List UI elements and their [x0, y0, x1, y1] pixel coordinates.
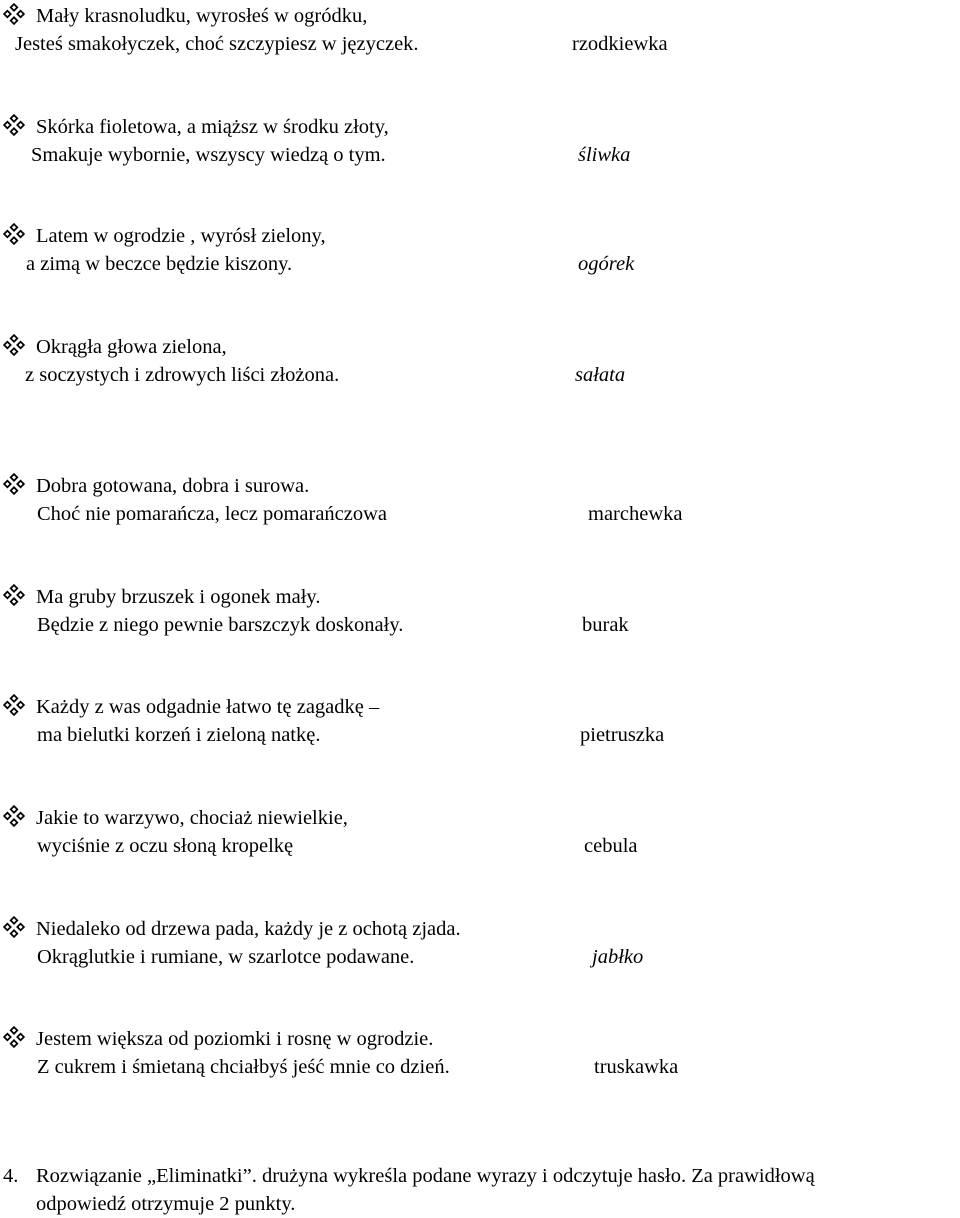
riddle-item [0, 222, 960, 282]
task-number: 4. [3, 1165, 19, 1187]
diamond-bullet-icon [3, 694, 25, 716]
riddle-item [0, 583, 960, 643]
task-text-line-2: odpowiedź otrzymuje 2 punkty. [36, 1193, 296, 1215]
riddle-answer: burak [582, 614, 629, 636]
diamond-bullet-icon [3, 114, 25, 136]
riddle-item [0, 333, 960, 393]
diamond-bullet-icon [3, 473, 25, 495]
riddle-line-2: Będzie z niego pewnie barszczyk doskonały. [37, 614, 404, 636]
riddle-item [0, 472, 960, 532]
riddle-answer: śliwka [578, 144, 631, 166]
riddle-line-1: Jakie to warzywo, chociaż niewielkie, [36, 807, 348, 829]
riddle-answer: marchewka [588, 503, 683, 525]
diamond-bullet-icon [3, 916, 25, 938]
riddle-line-2: Choć nie pomarańcza, lecz pomarańczowa [37, 503, 388, 525]
diamond-bullet-icon [3, 805, 25, 827]
riddle-line-1: Latem w ogrodzie , wyrósł zielony, [36, 225, 326, 247]
riddle-line-2: a zimą w beczce będzie kiszony. [26, 253, 293, 275]
riddle-line-1: Mały krasnoludku, wyrosłeś w ogródku, [36, 5, 368, 27]
riddle-answer: sałata [575, 364, 626, 386]
riddle-line-1: Dobra gotowana, dobra i surowa. [36, 475, 310, 497]
riddle-line-2: Z cukrem i śmietaną chciałbyś jeść mnie co dzień. [37, 1056, 450, 1078]
diamond-bullet-icon [3, 223, 25, 245]
riddle-line-1: Niedaleko od drzewa pada, każdy je z ochotą zjada. [36, 918, 461, 940]
riddle-line-1: Okrągła głowa zielona, [36, 336, 227, 358]
diamond-bullet-icon [3, 334, 25, 356]
diamond-bullet-icon [3, 3, 25, 25]
riddle-answer: jabłko [592, 946, 644, 968]
riddle-line-2: Okrąglutkie i rumiane, w szarlotce podawane. [37, 946, 415, 968]
riddle-line-1: Skórka fioletowa, a miąższ w środku złoty, [36, 116, 389, 138]
task-text-line-1: Rozwiązanie „Eliminatki”. drużyna wykreśla podane wyrazy i odczytuje hasło. Za prawidłową [36, 1165, 815, 1187]
riddle-item [0, 113, 960, 173]
riddle-item [0, 693, 960, 753]
riddle-answer: rzodkiewka [572, 33, 668, 55]
riddle-line-2: wyciśnie z oczu słoną kropelkę [37, 835, 294, 857]
diamond-bullet-icon [3, 1026, 25, 1048]
riddle-line-1: Każdy z was odgadnie łatwo tę zagadkę – [36, 696, 380, 718]
riddle-line-2: Smakuje wybornie, wszyscy wiedzą o tym. [31, 144, 386, 166]
riddle-item [0, 2, 960, 62]
riddle-answer: cebula [584, 835, 638, 857]
riddle-answer: truskawka [594, 1056, 679, 1078]
riddle-answer: ogórek [578, 253, 635, 275]
riddle-line-1: Jestem większa od poziomki i rosnę w ogrodzie. [36, 1028, 434, 1050]
riddle-line-1: Ma gruby brzuszek i ogonek mały. [36, 586, 321, 608]
diamond-bullet-icon [3, 584, 25, 606]
riddle-answer: pietruszka [580, 724, 665, 746]
riddle-line-2: Jesteś smakołyczek, choć szczypiesz w języczek. [15, 33, 419, 55]
riddle-item [0, 804, 960, 864]
riddle-item [0, 915, 960, 975]
riddle-line-2: ma bielutki korzeń i zieloną natkę. [37, 724, 321, 746]
riddle-line-2: z soczystych i zdrowych liści złożona. [25, 364, 340, 386]
riddle-item [0, 1025, 960, 1085]
